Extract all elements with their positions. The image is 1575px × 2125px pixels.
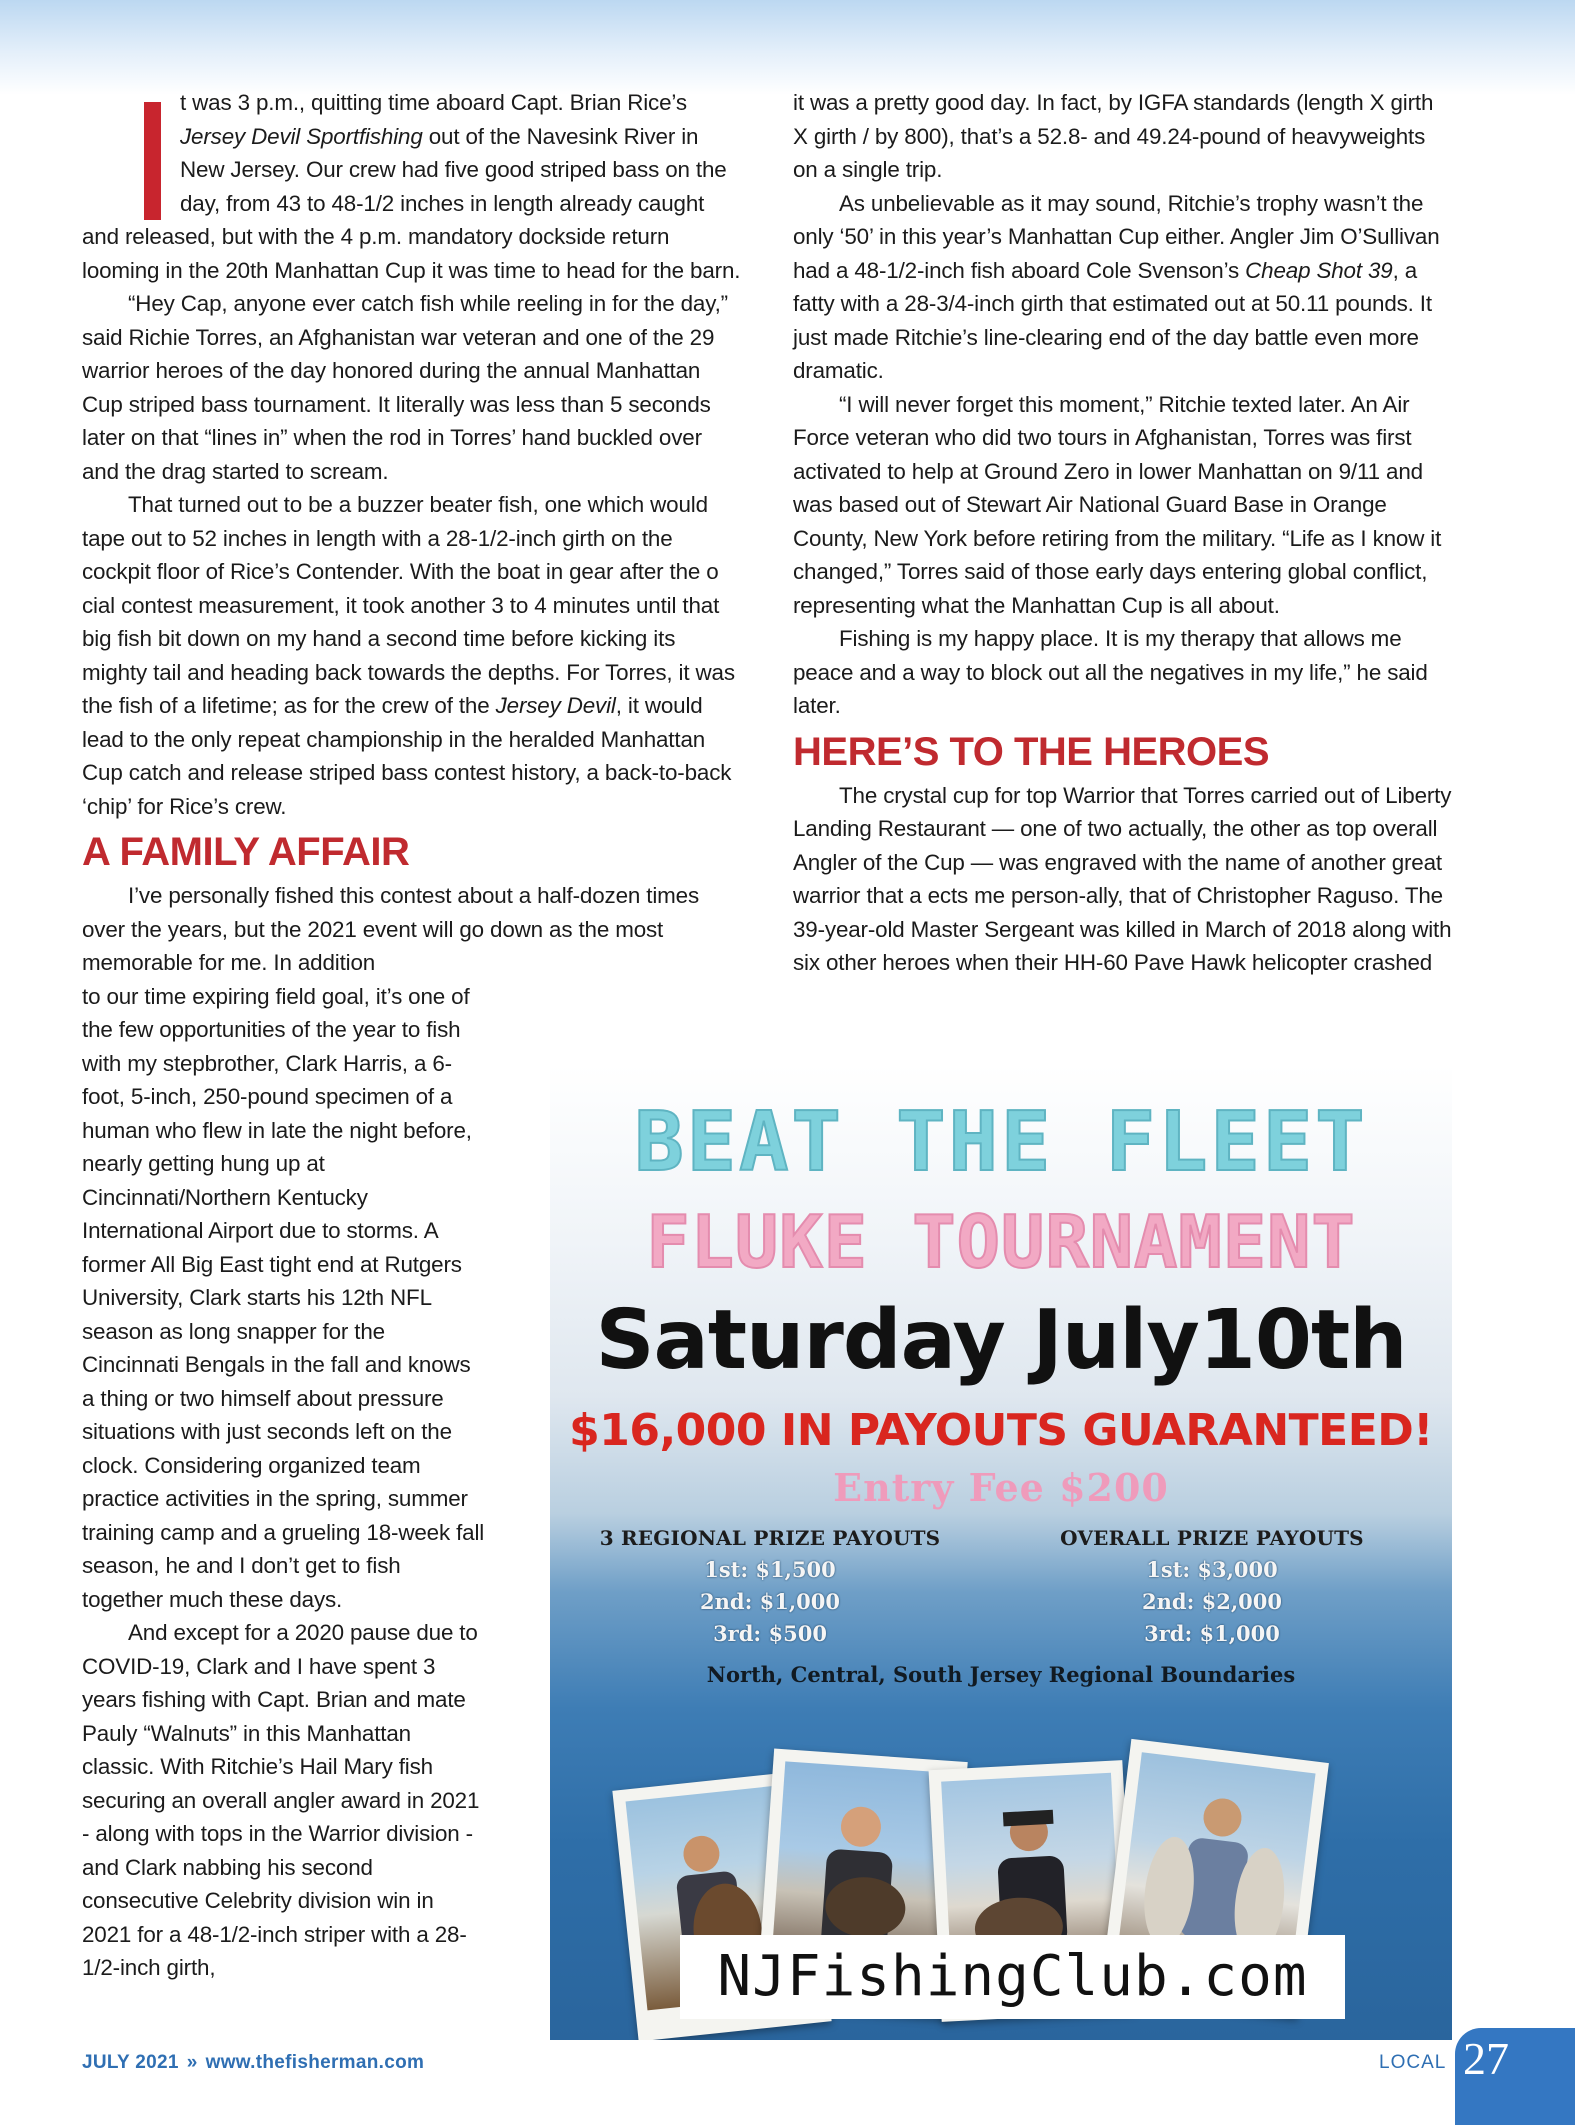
vessel-name: Cheap Shot 39 [1245,257,1393,283]
ad-payouts-guaranteed: $16,000 IN PAYOUTS GUARANTEED! [569,1405,1433,1456]
page-number: 27 [1463,2033,1509,2084]
paragraph-6: it was a pretty good day. In fact, by IGFA standards (length X girth X girth / by 800), that’s a 52.8- and 49.24-pound of heavyweights on a single trip. [793,90,1434,182]
footer-issue-site [82,2052,424,2074]
top-gradient-band [0,0,1575,95]
overall-heading: OVERALL PRIZE PAYOUTS [1060,1526,1364,1550]
drop-cap-i [144,102,161,220]
regional-third: 3rd: $500 [713,1621,827,1646]
overall-second: 2nd: $2,000 [1142,1589,1282,1614]
text: As unbelievable as it may sound, Ritchie’s trophy wasn’t the only ‘50’ in this year’s Manhattan Cup either. Angler Jim O’Sullivan had a 48-1/2-inch fish aboard Cole Svenson’s [793,190,1440,283]
paragraph-8: “I will never forget this moment,” Ritchie texted later. An Air Force veteran who did two tours in Afghanistan, Torres was first activated to help at Ground Zero in lower Manhattan on 9/11 and was based out of Stewart Air National Guard Base in Orange County, New York before retiring from the military. “Life as I know it changed,” Torres said of those early days entering global conflict, representing what the Manhattan Cup is all about. [793,391,1442,618]
section-heading-family-affair: A FAMILY AFFAIR [82,830,410,874]
paragraph-4-continued: to our time expiring field goal, it’s one of the few opportunities of the year to fish with my stepbrother, Clark Harris, a 6-foot, 5-inch, 250-pound specimen of a human who flew in late the night before, nearly getting hung up at Cincinnati/Northern Kentucky International Airport due to storms. A former All Big East tight end at Rutgers University, Clark starts his 12th NFL season as long snapper for the Cincinnati Bengals in the fall and knows a thing or two himself about pressure situations with just seconds left on the clock. Considering organized team practice activities in the spring, summer training camp and a grueling 18-week fall season, he and I don’t get to fish together much these days. [82,983,485,1612]
footer-separator: » [186,2052,198,2073]
ad-regional-boundaries: North, Central, South Jersey Regional Boundaries [706,1662,1296,1687]
paragraph-5: And except for a 2020 pause due to COVID-19, Clark and I have spent 3 years fishing with Capt. Brian and mate Pauly “Walnuts” in this Manhattan classic. With Ritchie’s Hail Mary fish securing an overall angler award in 2021 - along with tops in the Warrior division - and Clark nabbing his second consecutive Celebrity division win in 2021 for a 48-1/2-inch striper with a 28-1/2-inch girth, [82,1620,480,1980]
ad-entry-fee: Entry Fee $200 [833,1465,1169,1510]
article-column-right [793,86,1453,980]
issue-date: JULY 2021 [82,2052,179,2073]
paragraph-9: Fishing is my happy place. It is my therapy that allows me peace and a way to block out all the negatives in my life,” he said later. [793,626,1428,718]
regional-first: 1st: $1,500 [704,1557,836,1582]
ad-regional-payouts [590,1522,950,1650]
site-link[interactable]: www.thefisherman.com [205,2052,425,2073]
overall-first: 1st: $3,000 [1146,1557,1278,1582]
ad-website-url[interactable]: NJFishingClub.com [680,1935,1345,2019]
paragraph-7 [793,187,1453,388]
regional-second: 2nd: $1,000 [700,1589,840,1614]
ad-title-fluke-tournament: FLUKE TOURNAMENT [646,1200,1356,1284]
text: That turned out to be a buzzer beater fish, one which would tape out to 52 inches in length with a 28-1/2-inch girth on the cockpit floor of Rice’s Contender. With the boat in gear after the o cial contest measurement, it took another 3 to 4 minutes until that big fish bit down on my hand a second time before kicking its mighty tail and heading back towards the depths. For Torres, it was the fish of a lifetime; as for the crew of the [82,492,735,718]
overall-third: 3rd: $1,000 [1144,1621,1280,1646]
text: , a fatty with a 28-3/4-inch girth that estimated out at 50.11 pounds. It just made Ritchie’s line-clearing end of the day battle even more dramatic. [793,257,1432,383]
ad-event-date: Saturday July10th [595,1293,1407,1388]
vessel-name: Jersey Devil [495,693,616,718]
paragraph-4: I’ve personally fished this contest about a half-dozen times over the years, but the 2021 event will go down as the most memorable for me. In addition [82,883,699,975]
text: out of the Navesink River in New Jersey. Our crew had five good striped bass on the day, from 43 to 48-1/2 inches in length already caught and released, but with the 4 p.m. mandatory dockside return looming in the 20th Manhattan Cup it was time to head for the barn. [82,123,741,283]
paragraph-2: “Hey Cap, anyone ever catch fish while reeling in for the day,” said Richie Torres, an Afghanistan war veteran and one of the 29 warrior heroes of the day honored during the annual Manhattan Cup striped bass tournament. It literally was less than 5 seconds later on that “lines in” when the rod in Torres’ hand buckled over and the drag started to scream. [82,291,728,484]
paragraph-3 [82,488,742,823]
paragraph-10: The crystal cup for top Warrior that Torres carried out of Liberty Landing Restaurant — one of two actually, the other as top overall Angler of the Cup — was engraved with the name of another great warrior that a ects me person-ally, that of Christopher Raguso. The 39-year-old Master Sergeant was killed in March of 2018 along with six other heroes when their HH-60 Pave Hawk helicopter crashed [793,782,1452,975]
ad-overall-payouts [1032,1522,1392,1650]
text: t was 3 p.m., quitting time aboard Capt. Brian Rice’s [180,90,687,115]
ad-title-beat-the-fleet: BEAT THE FLEET [634,1095,1368,1190]
vessel-name: Jersey Devil Sportfishing [180,123,423,149]
regional-heading: 3 REGIONAL PRIZE PAYOUTS [599,1526,941,1550]
section-heading-heroes: HERE’S TO THE HEROES [793,729,1270,774]
fluke-tournament-ad [550,1065,1452,2040]
section-label: LOCAL [1379,2052,1447,2073]
text: , it would lead to the only repeat championship in the heralded Manhattan Cup catch and release striped bass contest history, a back-to-back ‘chip’ for Rice’s crew. [82,693,732,819]
paragraph-1 [82,86,742,287]
